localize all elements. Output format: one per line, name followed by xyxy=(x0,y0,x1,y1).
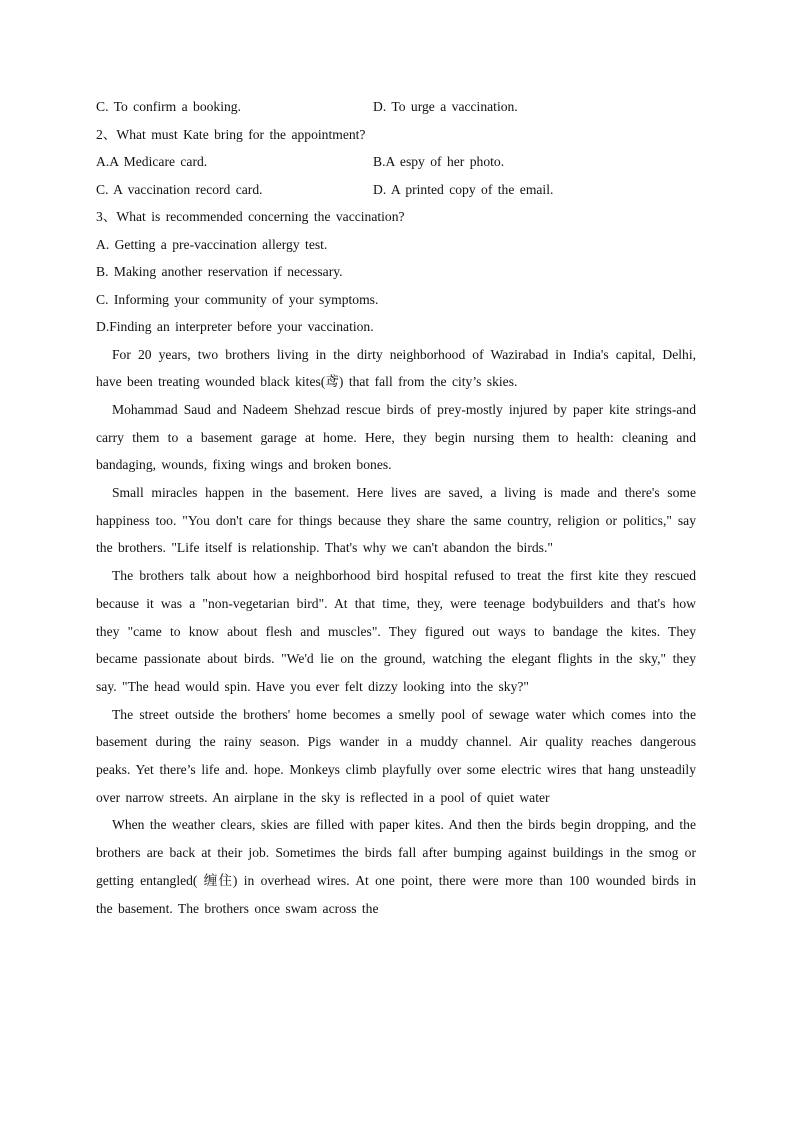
passage-paragraph-3: Small miracles happen in the basement. Here lives are saved, a living is made and there's some happiness too. "You don't care for things because they share the same country, religion or politics," say the brothers. "Life itself is relationship. That's why we can't abandon the birds." xyxy=(96,485,696,556)
passage-paragraph-2: Mohammad Saud and Nadeem Shehzad rescue birds of prey-mostly injured by paper kite strings-and carry them to a basement garage at home. Here, they begin nursing them to health: cleaning and bandaging, wounds, fixing wings and broken bones. xyxy=(96,401,696,473)
document-page xyxy=(96,93,696,922)
passage-paragraph-5: The street outside the brothers' home becomes a smelly pool of sewage water which comes into the basement during the rainy season. Pigs wander in a muddy channel. Air quality reaches dangerous peaks. Yet there’s life and. hope. Monkeys climb playfully over some electric wires that hang unsteadily over narrow streets. An airplane in the sky is reflected in a pool of quiet water xyxy=(96,706,696,805)
q2-options-cd xyxy=(96,176,696,204)
q3-option-b: B. Making another reservation if necessary. xyxy=(96,264,343,279)
q1-options-cd xyxy=(96,93,696,121)
q2-options-ab xyxy=(96,148,696,176)
q3-option-d: D.Finding an interpreter before your vaccination. xyxy=(96,319,374,334)
passage-paragraph-4: The brothers talk about how a neighborhood bird hospital refused to treat the first kite they rescued because it was a "non-vegetarian bird". At that time, they, were teenage bodybuilders and that's how they "came to know about flesh and muscles". They figured out ways to bandage the kites. They became passionate about birds. "We'd lie on the ground, watching the elegant flights in the sky," they say. "The head would spin. Have you ever felt dizzy looking into the sky?" xyxy=(96,568,696,694)
q3-question: 3、What is recommended concerning the vaccination? xyxy=(96,209,405,224)
passage-paragraph-6: When the weather clears, skies are filled with paper kites. And then the birds begin dropping, and the brothers are back at their job. Sometimes the birds fall after bumping against buildings in the smog or getting entangled( 缠住) in overhead wires. At one point, there were more than 100 wounded birds in the basement. The brothers once swam across the xyxy=(96,817,696,916)
passage-paragraph-1: For 20 years, two brothers living in the dirty neighborhood of Wazirabad in India's capital, Delhi, have been treating wounded black kites(鸢) that fall from the city’s skies. xyxy=(96,346,696,390)
q1-option-c: C. To confirm a booking. xyxy=(96,99,241,114)
q2-option-a: A.A Medicare card. xyxy=(96,154,208,169)
q2-question: 2、What must Kate bring for the appointment? xyxy=(96,126,366,142)
q2-option-d: D. A printed copy of the email. xyxy=(373,181,554,197)
q2-option-c: C. A vaccination record card. xyxy=(96,181,263,197)
q1-option-d: D. To urge a vaccination. xyxy=(373,99,518,114)
q3-option-a: A. Getting a pre-vaccination allergy test. xyxy=(96,236,328,252)
q3-option-c: C. Informing your community of your symptoms. xyxy=(96,291,379,307)
q2-option-b: B.A espy of her photo. xyxy=(373,154,505,169)
